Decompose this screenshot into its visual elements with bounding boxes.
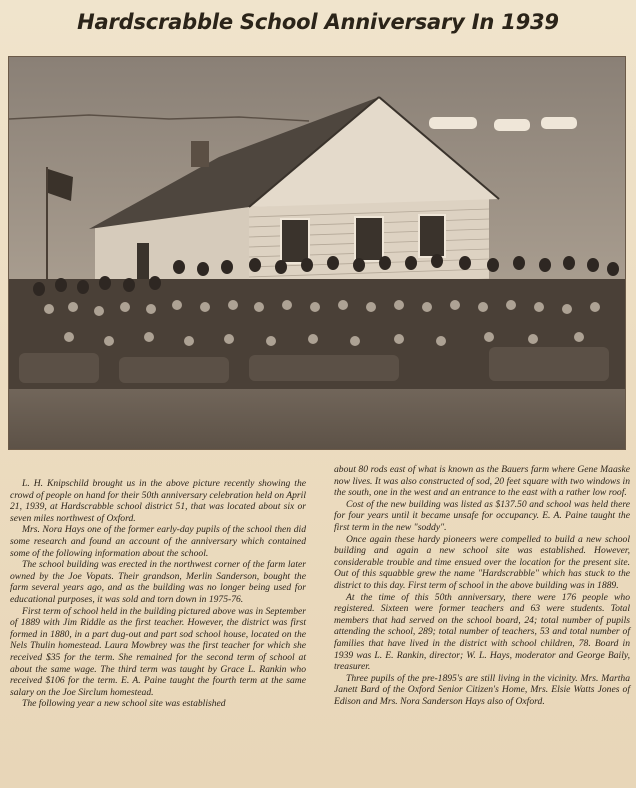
- paragraph: Cost of the new building was listed as $137.50 and school was held there for four years until it became unsafe for occupancy. E. A. Paine taught the first term in the new "soddy".: [334, 498, 630, 533]
- paragraph: At the time of this 50th anniversary, there were 176 people who registered. Sixteen were former teachers and 63 were students. Total members that had served on the school board, 24; total number of pupils attending the school, 289; total number of teachers, 53 and total number of families that have lived in the district with school children, 78. Board in 1939 was L. E. Rankin, director; W. L. Hays, moderator and George Baily, treasurer.: [334, 591, 630, 673]
- article-right-column: [334, 464, 630, 707]
- paragraph: The school building was erected in the northwest corner of the farm later owned by the Joe Vopats. Their grandson, Merlin Sanderson, bought the farm several years ago, and as the building was no longer being used for educational purposes, it was sold and torn down in 1975-76.: [10, 559, 306, 605]
- article-left-column: [10, 478, 306, 710]
- paragraph: Mrs. Nora Hays one of the former early-day pupils of the school then did some research and found an account of the anniversary which contained some of the following information about the school.: [10, 524, 306, 559]
- paragraph: First term of school held in the building pictured above was in September of 1889 with Jim Riddle as the first teacher. However, the district was first formed in 1880, in a part dug-out and part sod school house, located on the Nels Thulin homestead. Laura Mowbrey was the first teacher for which she received $35 for the term. She remained for the second term of school at about the same wage. The third term was taught by Grace L. Rankin who received $106 for the term. E. A. Paine taught the fourth term at the same salary on the Joe Sirclum homestead.: [10, 605, 306, 698]
- headline: Hardscrabble School Anniversary In 1939: [77, 10, 559, 34]
- paragraph: L. H. Knipschild brought us in the above picture recently showing the crowd of people on hand for their 50th anniversary celebration held on April 21, 1939, at Hardscrabble school district 51, that was located about six or seven miles northwest of Oxford.: [10, 478, 306, 524]
- paragraph: about 80 rods east of what is known as the Bauers farm where Gene Maaske now lives. It was also constructed of sod, 20 feet square with two windows in the south, one in the west and an entrance to the east with a rather low roof.: [334, 464, 630, 499]
- paragraph: The following year a new school site was established: [22, 698, 226, 710]
- paragraph: Three pupils of the pre-1895's are still living in the vicinity. Mrs. Martha Janett Bard of the Oxford Senior Citizen's Home, Mrs. Elsie Watts Jones of Edison and Mrs. Nora Sanderson Hays also of Oxford.: [334, 672, 630, 707]
- school-group-photo: [8, 56, 626, 450]
- paragraph: Once again these hardy pioneers were compelled to build a new school building and again a new school site was established. However, considerable trouble and time ensued over the location for the present site. Out of this squabble grew the name "Hardscrabble" which has stuck to the district to this day. First term of school in the above building was in 1889.: [334, 533, 630, 591]
